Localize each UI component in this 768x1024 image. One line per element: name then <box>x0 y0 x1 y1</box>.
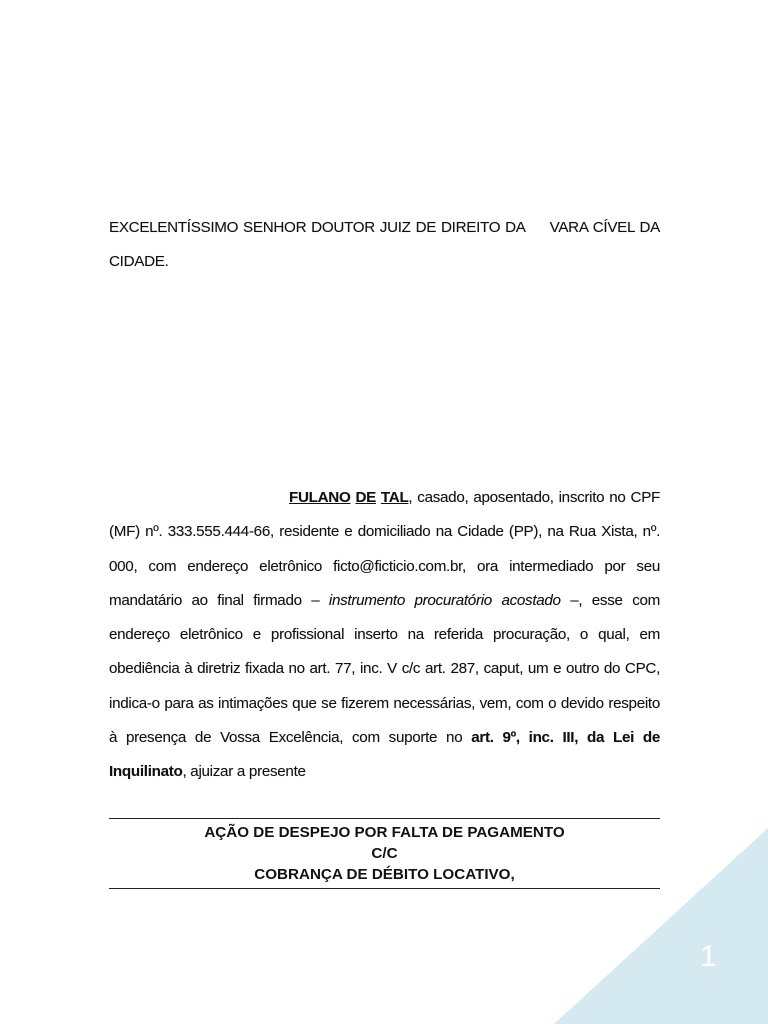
party-name-word-3: TAL <box>380 489 409 506</box>
party-name-word-2: DE <box>355 489 376 506</box>
court-heading <box>109 211 660 280</box>
qualification-paragraph <box>109 481 660 790</box>
action-title-line-3: COBRANÇA DE DÉBITO LOCATIVO, <box>254 866 515 883</box>
paragraph-text-1: , casado, aposentado, inscrito no CPF (MF) nº. 333.555.444-66, residente e domiciliado na Cidade (PP), na Rua Xista, nº. 000, com endereço eletrônico ficto@ficticio.com.br, ora intermediado por seu mandatário ao final firmado – <box>109 489 661 609</box>
paragraph-text-3: , ajuizar a presente <box>182 763 306 781</box>
law-reference: art. 9º, inc. III, da Lei de Inquilinato <box>109 729 660 781</box>
court-heading-part1: EXCELENTÍSSIMO SENHOR DOUTOR JUIZ DE DIREITO DA <box>109 219 526 236</box>
party-name-word-1: FULANO <box>289 489 351 506</box>
action-title-line-2: C/C <box>371 845 398 862</box>
paragraph-italic-text: instrumento procuratório acostado <box>328 591 561 609</box>
corner-triangle <box>554 828 768 1024</box>
paragraph-text-2: –, esse com endereço eletrônico e profissional inserto na referida procuração, o qual, em obediência à diretriz fixada no art. 77, inc. V c/c art. 287, caput, um e outro do CPC, indica-o para as intimações que se fizerem necessárias, vem, com o devido respeito à presença de Vossa Excelência, com suporte no <box>109 591 660 747</box>
court-heading-part2: VARA CÍVEL DA CIDADE. <box>109 219 660 271</box>
action-title-line-1: AÇÃO DE DESPEJO POR FALTA DE PAGAMENTO <box>204 824 565 841</box>
page-corner-decoration <box>554 828 768 1024</box>
page-number: 1 <box>700 940 717 973</box>
